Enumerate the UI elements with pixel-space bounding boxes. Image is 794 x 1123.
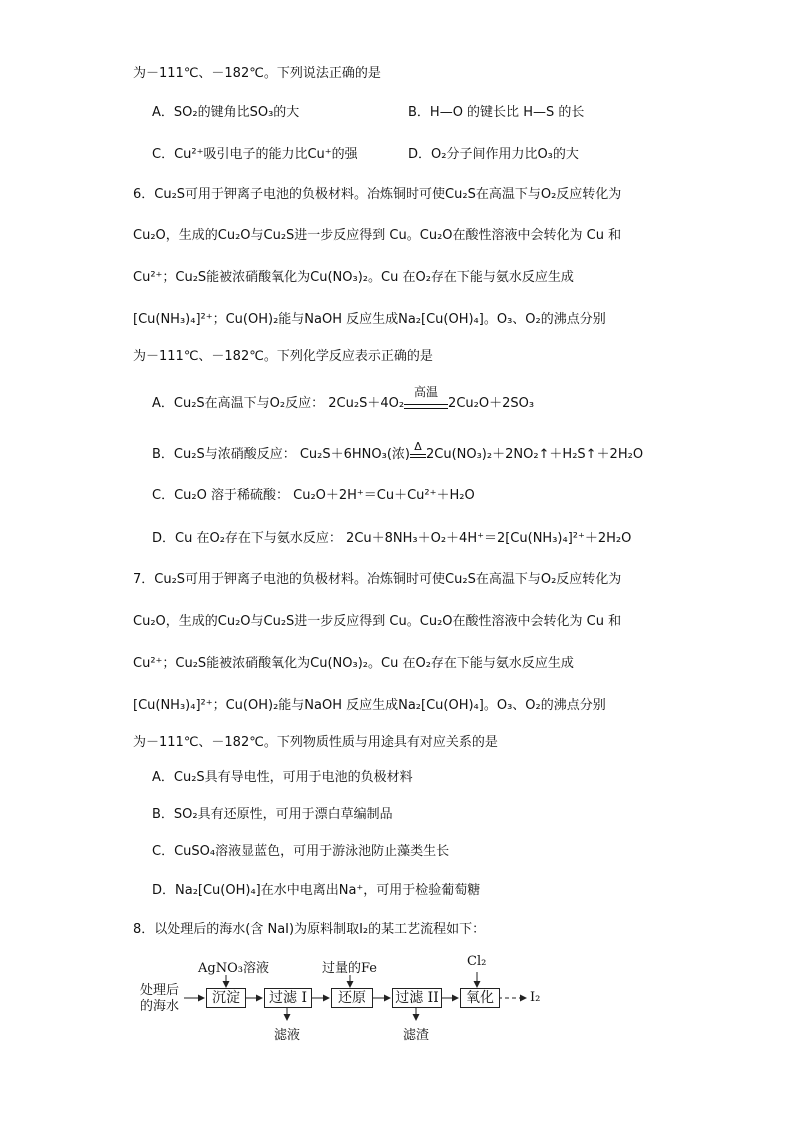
reagent-fe: 过量的Fe [322, 961, 378, 976]
q6-stem-line3: Cu²⁺；Cu₂S能被浓硝酸氧化为Cu(NO₃)₂。Cu 在O₂存在下能与氨水反应生成 [133, 270, 574, 285]
output-residue: 滤渣 [403, 1028, 430, 1043]
q5-option-c[interactable]: C．Cu²⁺吸引电子的能力比Cu⁺的强 [152, 147, 358, 162]
flow-step-filtration-2: 过滤 II [392, 988, 442, 1008]
flow-step-reduction: 还原 [331, 988, 373, 1008]
q6-option-d[interactable]: D．Cu 在O₂存在下与氨水反应： 2Cu＋8NH₃＋O₂＋4H⁺＝2[Cu(NH₃)₄]²⁺＋2H₂O [152, 531, 632, 546]
q8-stem: 8．以处理后的海水(含 NaI)为原料制取I₂的某工艺流程如下： [133, 922, 486, 937]
q7-option-c[interactable]: C．CuSO₄溶液显蓝色，可用于游泳池防止藻类生长 [152, 844, 450, 859]
prev-question-tail: 为－111℃、－182℃。下列说法正确的是 [133, 66, 381, 81]
q6-number: 6． [133, 187, 155, 202]
q5-option-b[interactable]: B．H—O 的键长比 H—S 的长 [408, 105, 585, 120]
q7-option-a[interactable]: A．Cu₂S具有导电性，可用于电池的负极材料 [152, 770, 413, 785]
flow-step-precipitation: 沉淀 [206, 988, 246, 1008]
q7-stem-line1: 7．Cu₂S可用于钾离子电池的负极材料。冶炼铜时可使Cu₂S在高温下与O₂反应转化为 [133, 572, 622, 587]
q7-option-b[interactable]: B．SO₂具有还原性，可用于漂白草编制品 [152, 807, 393, 822]
reaction-condition-high-temp: 高温 [404, 398, 448, 409]
reaction-condition-heat: Δ [410, 448, 426, 458]
q7-stem-line5: 为－111℃、－182℃。下列物质性质与用途具有对应关系的是 [133, 735, 498, 750]
q7-stem-line4: [Cu(NH₃)₄]²⁺；Cu(OH)₂能与NaOH 反应生成Na₂[Cu(OH)₄]。O₃、O₂的沸点分别 [133, 698, 606, 713]
q6-stem-line1: 6．Cu₂S可用于钾离子电池的负极材料。冶炼铜时可使Cu₂S在高温下与O₂反应转化为 [133, 187, 622, 202]
flow-start-label: 处理后 的海水 [140, 983, 180, 1014]
q7-option-d[interactable]: D．Na₂[Cu(OH)₄]在水中电离出Na⁺，可用于检验葡萄糖 [152, 883, 481, 898]
q7-stem-line2: Cu₂O，生成的Cu₂O与Cu₂S进一步反应得到 Cu。Cu₂O在酸性溶液中会转化为 Cu 和 [133, 614, 622, 629]
q5-option-d[interactable]: D．O₂分子间作用力比O₃的大 [408, 147, 579, 162]
q6-stem-line4: [Cu(NH₃)₄]²⁺；Cu(OH)₂能与NaOH 反应生成Na₂[Cu(OH)₄]。O₃、O₂的沸点分别 [133, 312, 606, 327]
flow-step-filtration-1: 过滤 I [264, 988, 312, 1008]
reagent-agno3: AgNO₃溶液 [198, 961, 269, 976]
q5-option-a[interactable]: A．SO₂的键角比SO₃的大 [152, 105, 300, 120]
q7-ask: 下列物质性质与用途具有对应关系的是 [276, 735, 498, 750]
reagent-cl2: Cl₂ [467, 954, 487, 969]
q6-option-c[interactable]: C．Cu₂O 溶于稀硫酸： Cu₂O＋2H⁺＝Cu＋Cu²⁺＋H₂O [152, 488, 475, 503]
q6-stem-line2: Cu₂O，生成的Cu₂O与Cu₂S进一步反应得到 Cu。Cu₂O在酸性溶液中会转化为 Cu 和 [133, 228, 622, 243]
flow-step-oxidation: 氧化 [460, 988, 500, 1008]
q6-stem-line5: 为－111℃、－182℃。下列化学反应表示正确的是 [133, 349, 433, 364]
output-filtrate: 滤液 [274, 1028, 301, 1043]
q6-option-a[interactable]: A．Cu₂S在高温下与O₂反应： 2Cu₂S＋4O₂ 高温 2Cu₂O＋2SO₃ [152, 385, 535, 411]
flow-product-i2: I₂ [530, 990, 541, 1005]
q6-ask: 下列化学反应表示正确的是 [276, 349, 433, 364]
q6-option-b[interactable]: B．Cu₂S与浓硝酸反应： Cu₂S＋6HNO₃(浓) Δ 2Cu(NO₃)₂＋2NO₂↑＋H₂S↑＋2H₂O [152, 440, 644, 462]
q7-number: 7． [133, 572, 155, 587]
q7-stem-line3: Cu²⁺；Cu₂S能被浓硝酸氧化为Cu(NO₃)₂。Cu 在O₂存在下能与氨水反应生成 [133, 656, 574, 671]
